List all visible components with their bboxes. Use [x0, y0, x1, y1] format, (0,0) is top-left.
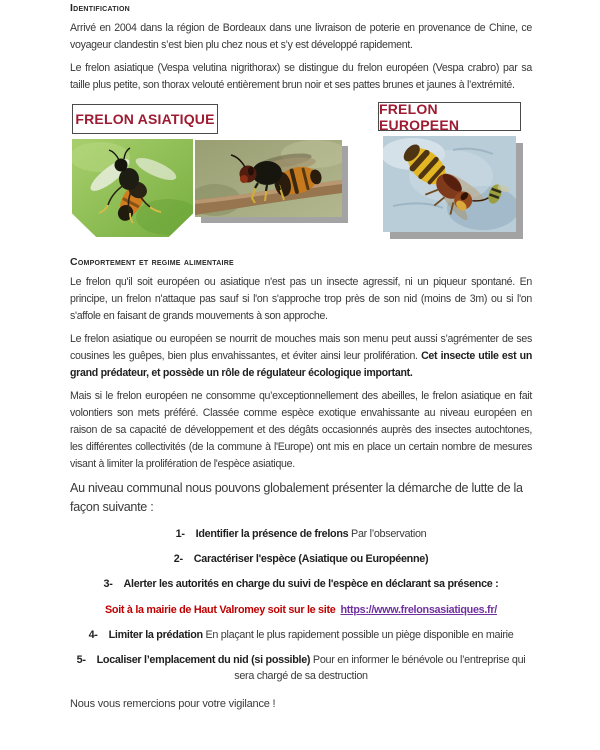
communal-intro-text: Au niveau communal nous pouvons globalement présenter la démarche de lutte de la façon suivante :: [70, 481, 523, 514]
step-item-5: [70, 652, 532, 684]
paragraph-text: Le frelon asiatique ou européen se nourrit de mouches mais son menu peut aussi s’agrémenter de ses cousines les guêpes, bien plus envahissantes, et éviter ainsi leur prolifération.: [70, 333, 532, 362]
section-title-identification: Identification: [70, 2, 130, 14]
step-item-2: [70, 551, 532, 567]
step-item-3: [70, 576, 532, 592]
paragraph-bold-text: Cet insecte utile est un grand prédateur, et possède un rôle de régulateur écologique important.: [70, 350, 533, 379]
step-number: 1-: [175, 528, 185, 540]
asian-hornet-flying-illustration: [72, 139, 193, 237]
step-item-1: [70, 526, 532, 542]
step-number: 4-: [88, 629, 98, 641]
alert-contact-line: [70, 602, 532, 618]
step-bold-text: Limiter la prédation: [108, 629, 203, 641]
step-rest-text: Par l’observation: [351, 528, 427, 540]
asian-hornet-side-illustration: [195, 140, 342, 217]
comportement-paragraph-2: [70, 331, 532, 382]
step-rest-text: En plaçant le plus rapidement possible un piège disponible en mairie: [205, 629, 514, 641]
european-hornet-photo: [383, 136, 516, 232]
step-item-4: [70, 627, 532, 643]
comportement-paragraph-3: Mais si le frelon européen ne consomme qu’exceptionnellement des abeilles, le frelon asiatique en fait volontiers son mets préféré. Classée comme espèce exotique envahissante au niveau européen en raison de sa capacité de développement et des dégâts occasionnés auprès des insectes autochtones, les différentes collectivités (de la commune à l'Europe) ont mis en place un certain nombre de mesures visant à limiter la prolifération de l'espèce asiatique.: [70, 390, 532, 470]
step-bold-text: Localiser l’emplacement du nid (si possible): [96, 654, 311, 666]
alert-red-text: Soit à la mairie de Haut Valromey soit sur le site: [105, 604, 336, 616]
section-title-comportement: Comportement et regime alimentaire: [70, 256, 234, 268]
action-steps-list: [70, 526, 532, 684]
label-frelon-asiatique: FRELON ASIATIQUE: [72, 104, 218, 134]
identification-paragraph-1: Arrivé en 2004 dans la région de Bordeaux dans une livraison de poterie en provenance de Chine, ce voyageur clandestin s’est bien plu chez nous et s’y est développé rapidement.: [70, 22, 532, 51]
asian-hornet-side-photo: [195, 140, 342, 217]
step-number: 5-: [76, 654, 86, 666]
identification-paragraph-2: Le frelon asiatique (Vespa velutina nigrithorax) se distingue du frelon européen (Vespa crabro) par sa taille plus petite, son thorax velouté entièrement brun noir et ses pattes brunes et jaunes à l’extrémité.: [70, 62, 532, 91]
european-hornet-illustration: [383, 136, 516, 232]
step-number: 3-: [103, 578, 113, 590]
asian-hornet-flying-photo: [72, 139, 193, 237]
step-number: 2-: [173, 553, 183, 565]
frelonsasiatiques-link[interactable]: https://www.frelonsasiatiques.fr/: [340, 604, 497, 616]
step-rest-text: Pour en informer le bénévole ou l’entreprise qui sera chargé de sa destruction: [234, 654, 526, 682]
hornet-figures: [70, 100, 532, 238]
step-bold-text: Identifier la présence de frelons: [195, 528, 349, 540]
step-bold-text: Caractériser l'espèce (Asiatique ou Européenne): [193, 553, 429, 565]
closing-text: Nous vous remercions pour votre vigilance !: [70, 698, 276, 710]
comportement-paragraph-1: Le frelon qu'il soit européen ou asiatique n'est pas un insecte agressif, ni un piqueur spontané. En principe, un frelon n'attaque pas sauf si l'on s'approche trop près de son nid (moins de 3m) ou si l'on s'affole en faisant de grands mouvements à son approche.: [70, 276, 532, 322]
step-bold-text: Alerter les autorités en charge du suivi de l'espèce en déclarant sa présence :: [123, 578, 499, 590]
label-frelon-europeen: FRELON EUROPEEN: [378, 102, 521, 131]
